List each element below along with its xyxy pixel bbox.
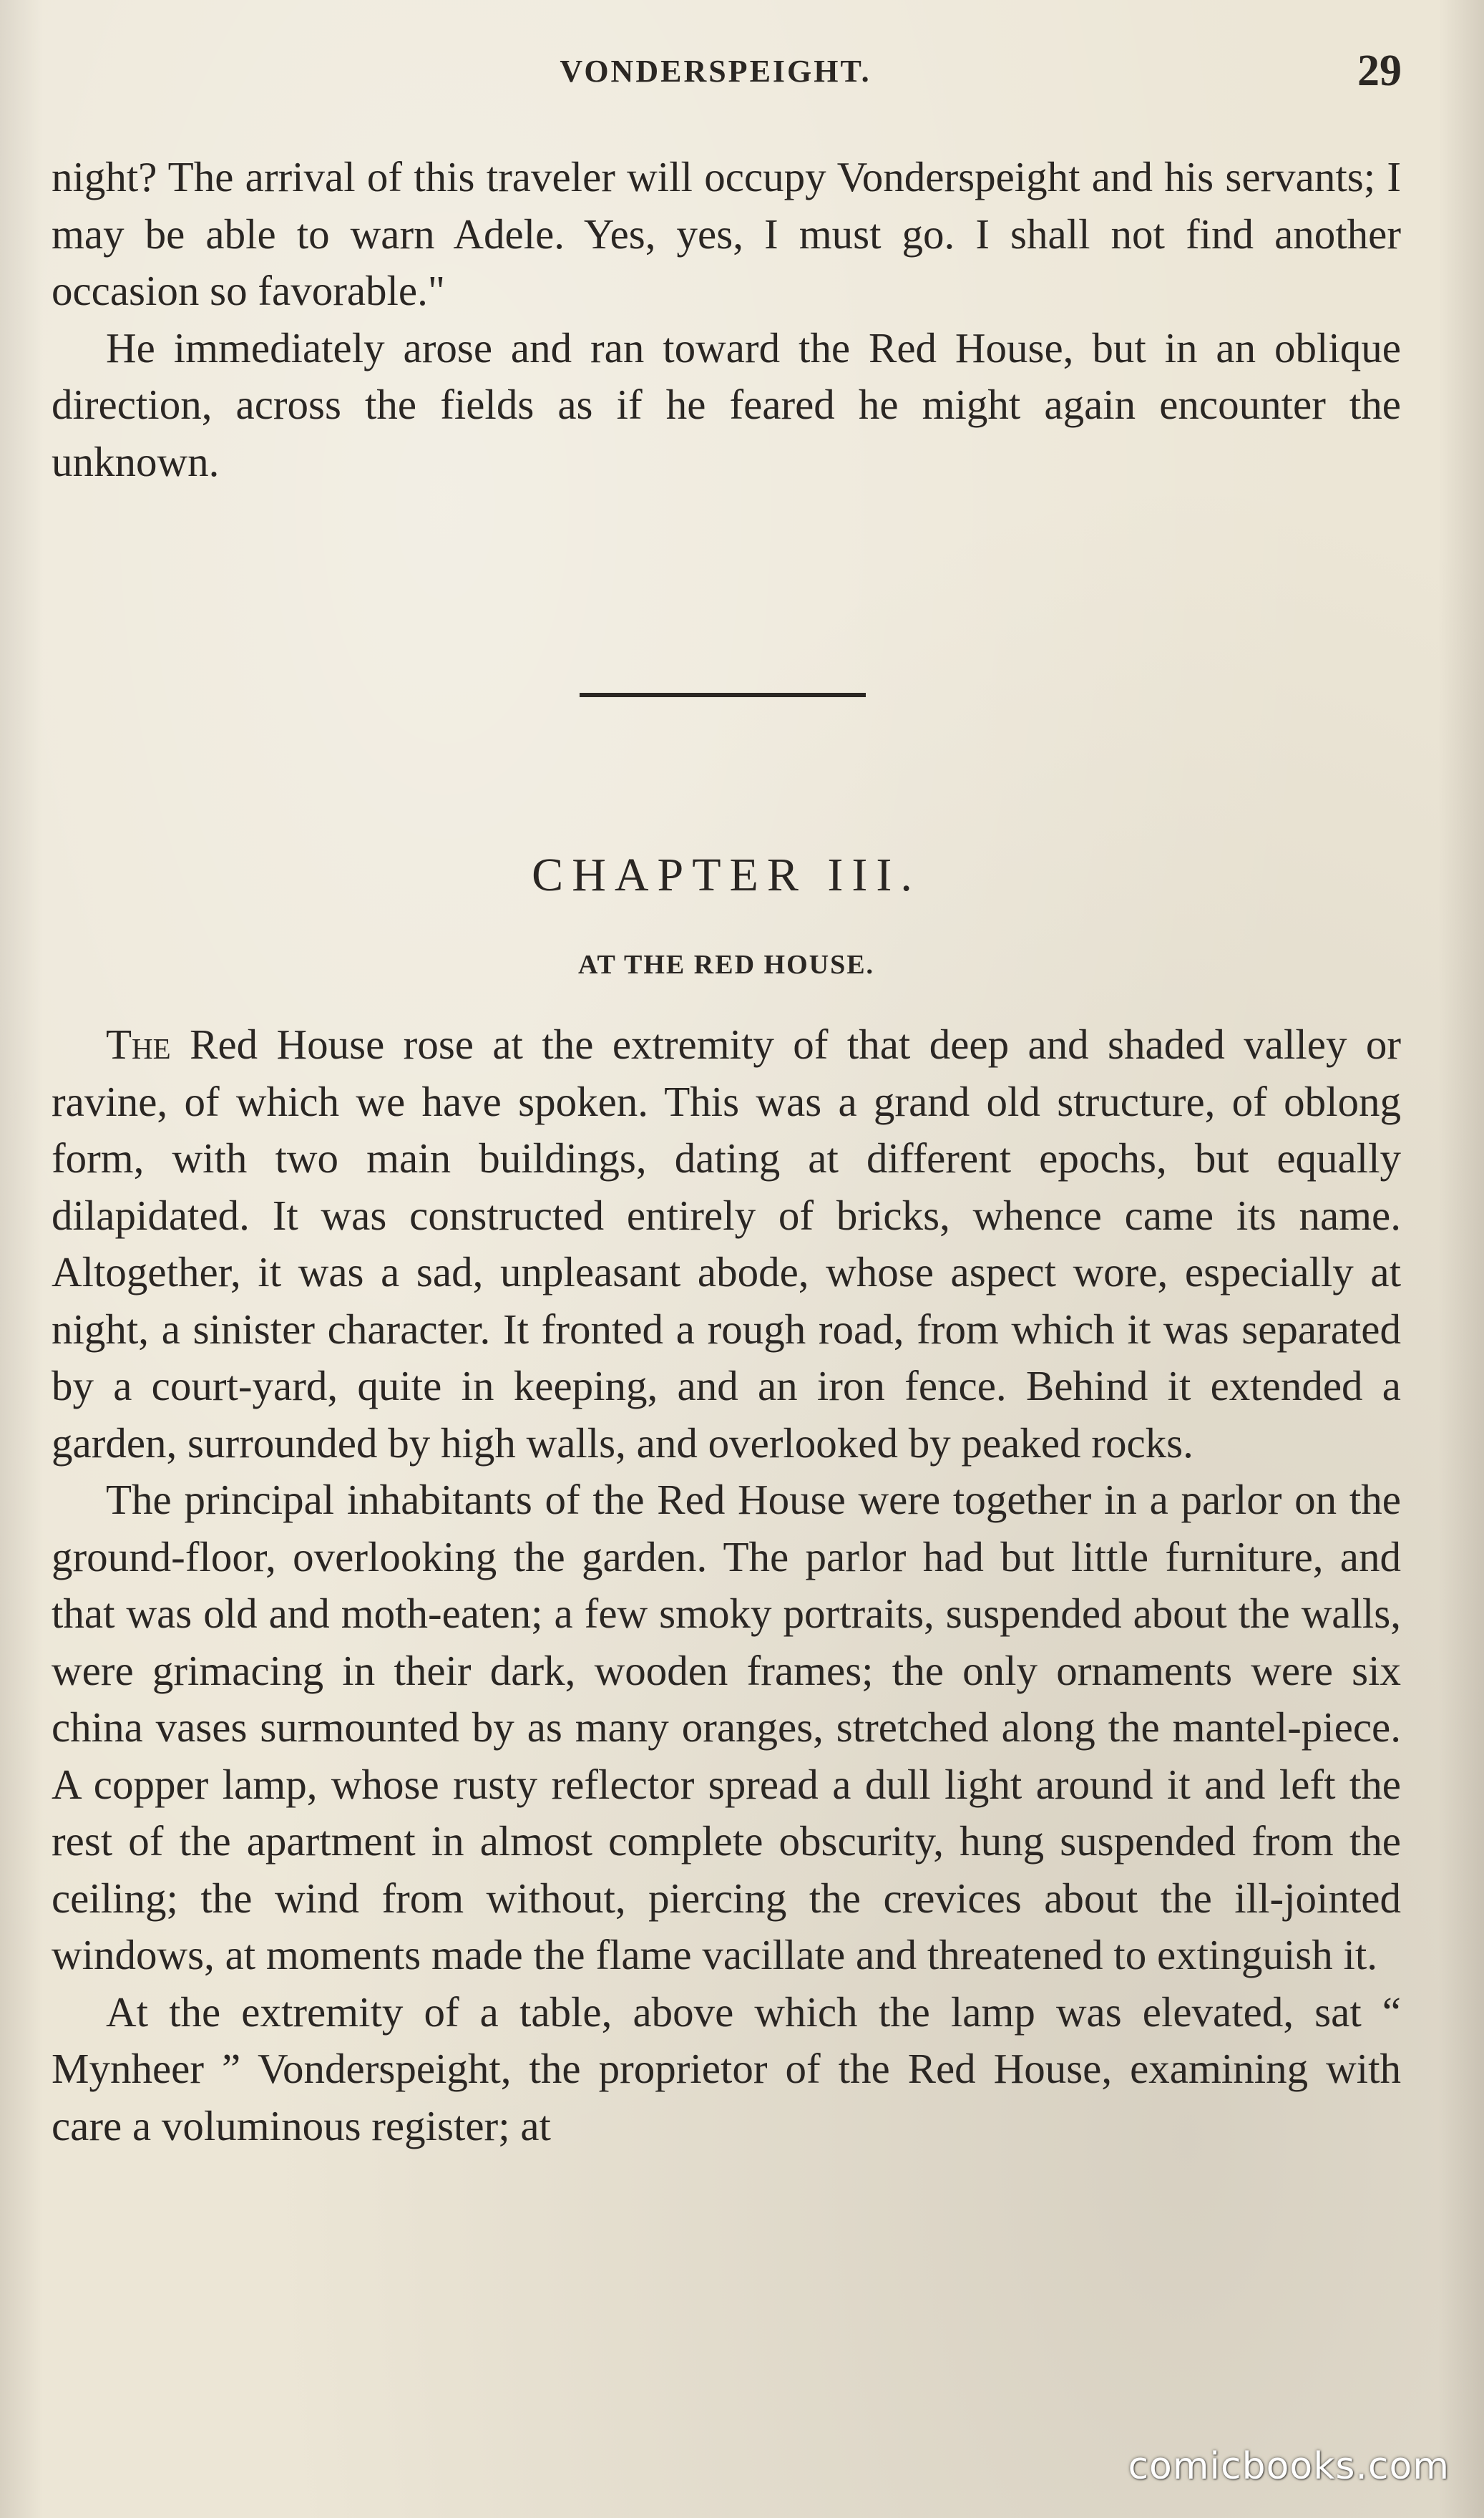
watermark: comicbooks.com: [1128, 2445, 1450, 2488]
chapter-body: [52, 1016, 1401, 2154]
section-divider-rule: [580, 693, 866, 697]
paragraph-lead-word: The: [106, 1021, 171, 1068]
chapter-subtitle: AT THE RED HOUSE.: [577, 950, 875, 980]
paragraph: night? The arrival of this traveler will occupy Vonderspeight and his servants; I may be able to warn Adele. Yes, yes, I must go. I shall not find another occasion so favorable.": [52, 153, 1401, 314]
paragraph: The principal inhabitants of the Red House were together in a parlor on the ground-floor, overlooking the garden. The parlor had but little furniture, and that was old and moth-eaten; a few smoky portraits, suspended about the walls, were grimacing in their dark, wooden frames; the only ornaments were six china vases surmounted by as many oranges, stretched along the mantel-piece. A copper lamp, whose rusty reflector spread a dull light around it and left the rest of the apartment in almost complete obscurity, hung suspended from the ceiling; the wind from without, piercing the crevices about the ill-jointed windows, at moments made the flame vacillate and threatened to extinguish it.: [52, 1476, 1401, 1978]
paragraph: [52, 1016, 1401, 1472]
paragraph: He immediately arose and ran toward the Red House, but in an oblique direction, across the fields as if he feared he might again encounter the unknown.: [52, 324, 1401, 485]
chapter-heading: CHAPTER III.: [532, 849, 921, 901]
previous-chapter-ending: [52, 149, 1401, 490]
paragraph-text: Red House rose at the extremity of that deep and shaded valley or ravine, of which we have spoken. This was a grand old structure, of oblong form, with two main buildings, dating at different epochs, but equally dilapidated. It was constructed entirely of bricks, whence came its name. Altogether, it was a sad, unpleasant abode, whose aspect wore, especially at night, a sinister character. It fronted a rough road, from which it was separated by a court-yard, quite in keeping, and an iron fence. Behind it extended a garden, surrounded by high walls, and overlooked by peaked rocks.: [52, 1021, 1401, 1467]
paragraph: At the extremity of a table, above which the lamp was elevated, sat “ Mynheer ” Vonderspeight, the proprietor of the Red House, examining with care a voluminous register; at: [52, 1988, 1401, 2149]
running-head: [0, 49, 1484, 99]
page-number: 29: [1357, 47, 1402, 95]
running-title: VONDERSPEIGHT.: [560, 54, 872, 89]
